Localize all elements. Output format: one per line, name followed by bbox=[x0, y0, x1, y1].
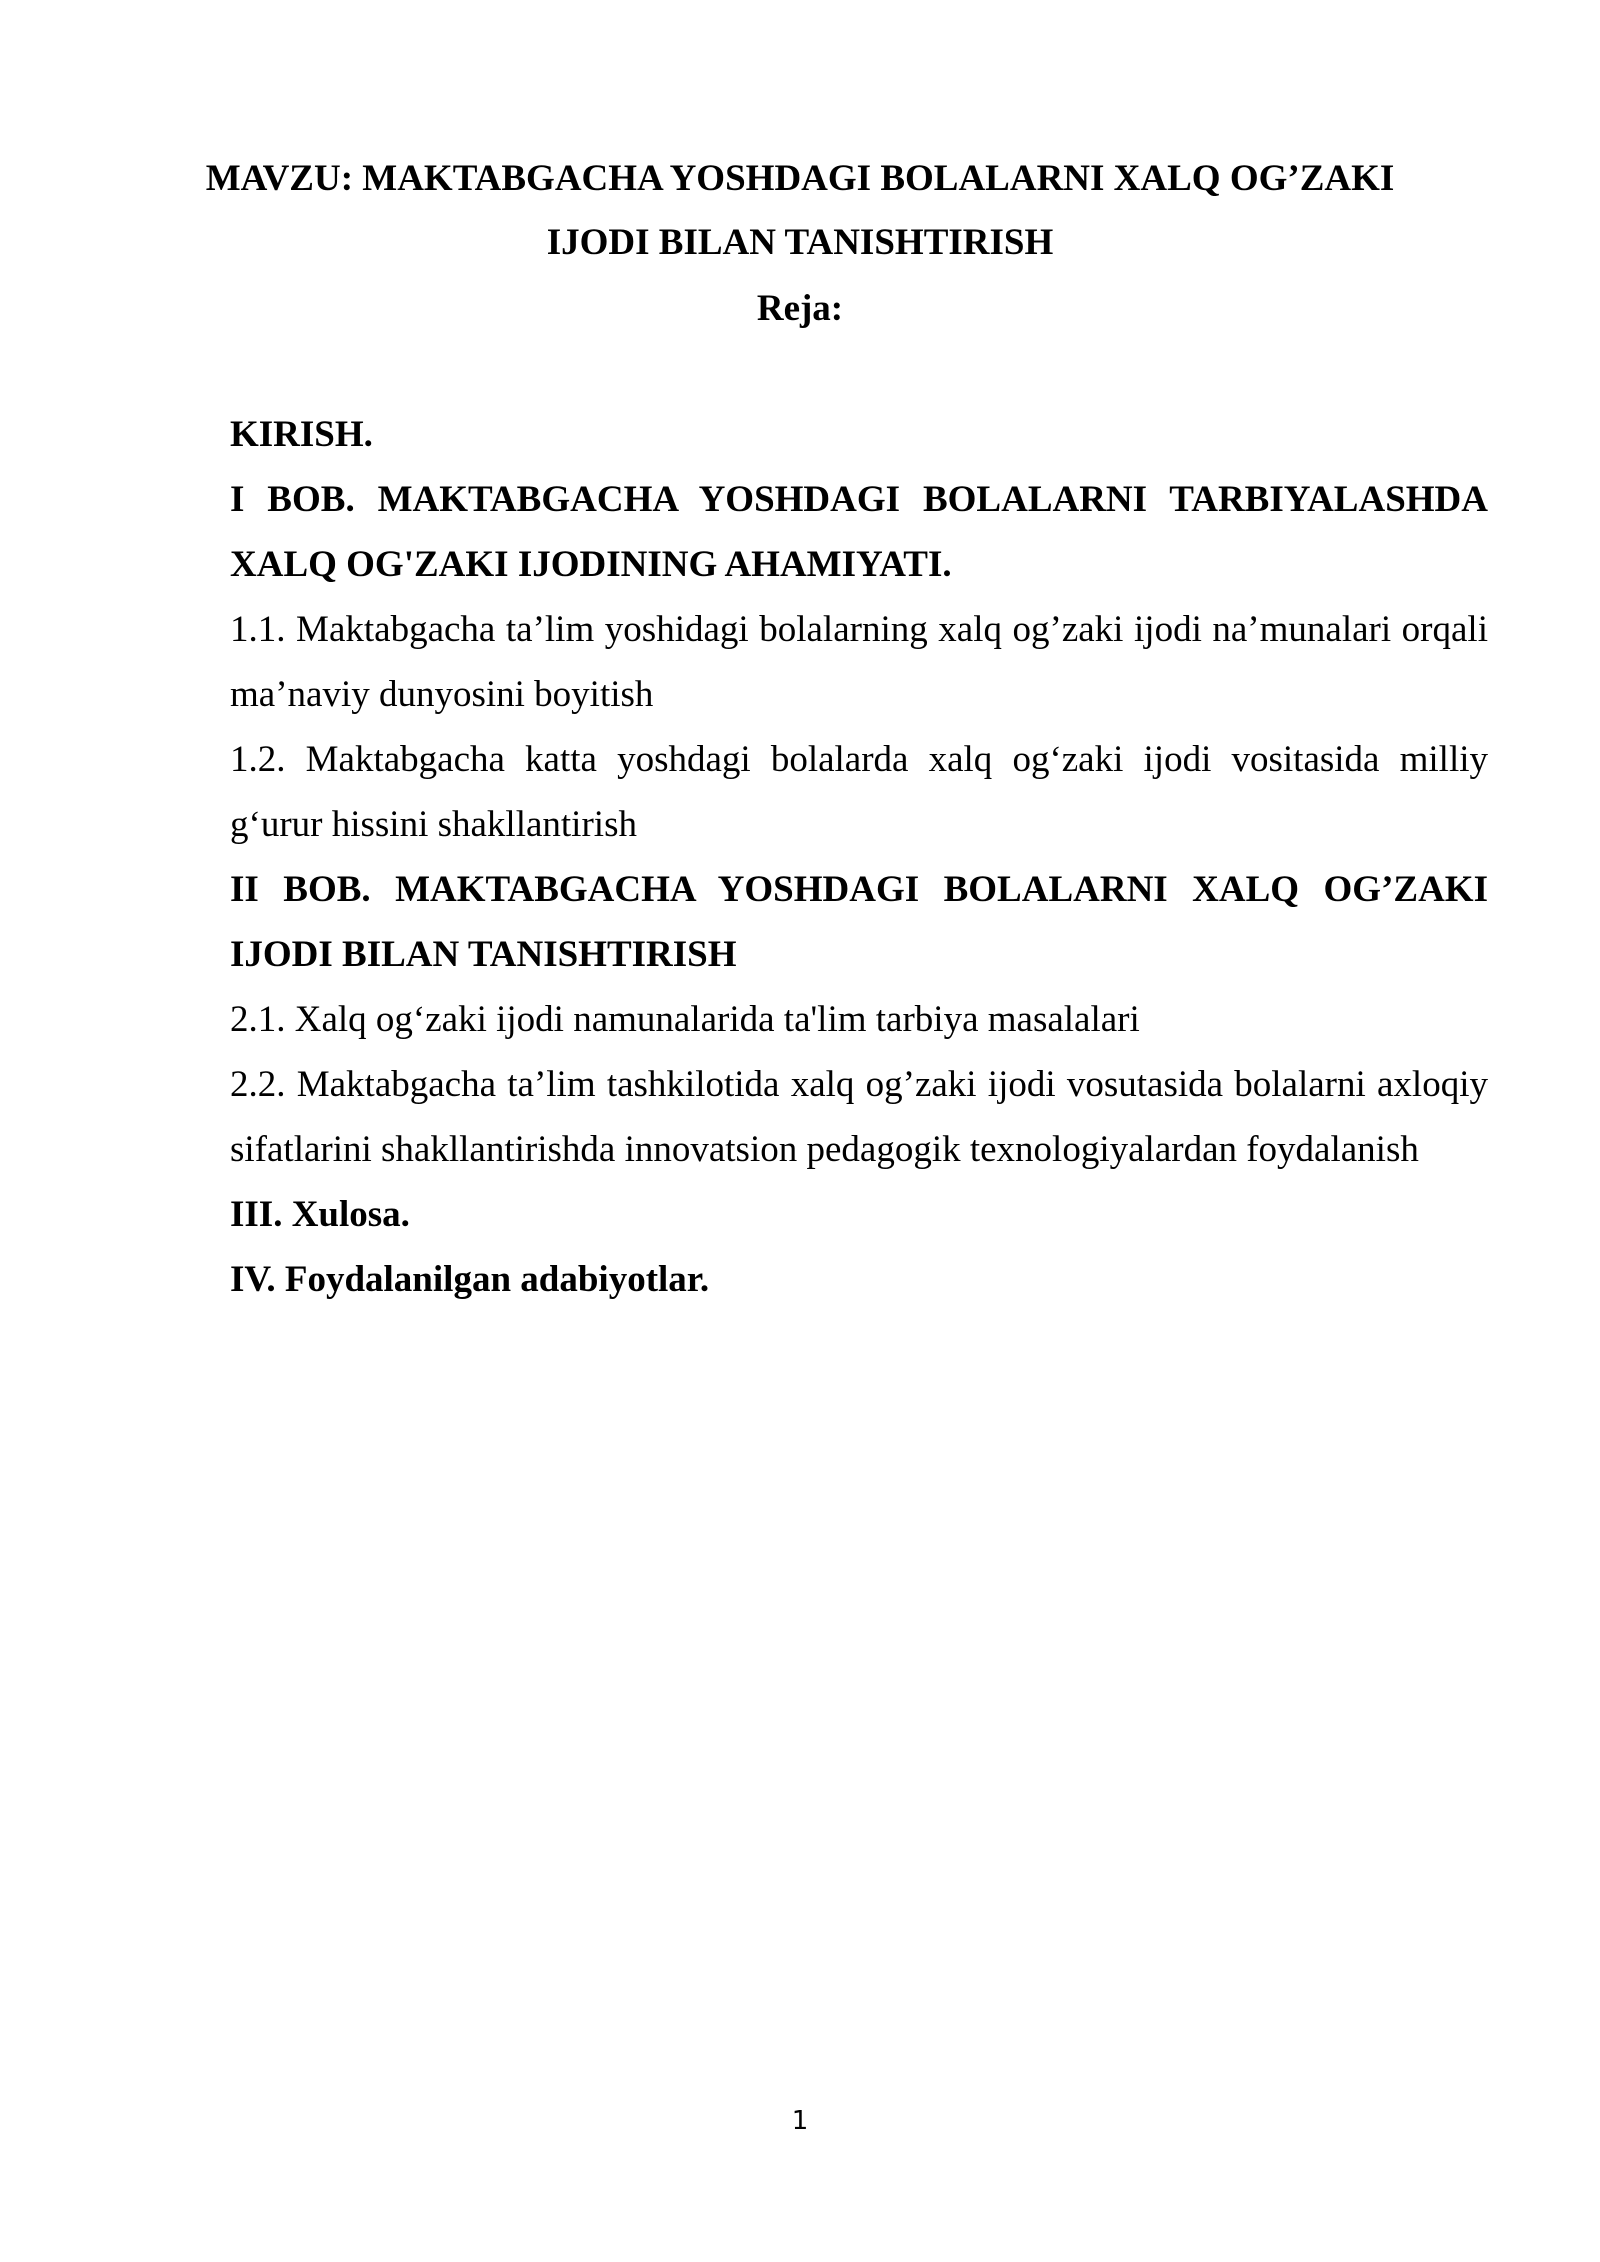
toc-entry-section-1-1: 1.1. Maktabgacha ta’lim yoshidagi bolalarning xalq og’zaki ijodi na’munalari orqali ma’naviy dunyosini boyitish bbox=[230, 609, 1488, 715]
toc-entry-section-2-1: 2.1. Xalq og‘zaki ijodi namunalarida ta'lim tarbiya masalalari bbox=[230, 999, 1140, 1040]
toc-entry-introduction: KIRISH. bbox=[230, 414, 373, 455]
toc-entry-section-1-2: 1.2. Maktabgacha katta yoshdagi bolalarda xalq og‘zaki ijodi vositasida milliy g‘urur hissini shakllantirish bbox=[230, 739, 1488, 845]
toc-entry-chapter-1: I BOB. MAKTABGACHA YOSHDAGI BOLALARNI TARBIYALASHDA XALQ OG'ZAKI IJODINING AHAMIYATI. bbox=[230, 479, 1488, 585]
title-line-1: MAVZU: MAKTABGACHA YOSHDAGI BOLALARNI XALQ OG’ZAKI bbox=[205, 158, 1395, 199]
toc-entry-references: IV. Foydalanilgan adabiyotlar. bbox=[230, 1259, 710, 1300]
plan-heading: Reja: bbox=[756, 288, 844, 329]
toc-entry-section-2-2: 2.2. Maktabgacha ta’lim tashkilotida xalq og’zaki ijodi vosutasida bolalarni axloqiy sifatlarini shakllantirishda innovatsion pedagogik texnologiyalardan foydalanish bbox=[230, 1064, 1488, 1170]
table-of-contents bbox=[230, 402, 1488, 1312]
toc-entry-chapter-2: II BOB. MAKTABGACHA YOSHDAGI BOLALARNI XALQ OG’ZAKI IJODI BILAN TANISHTIRISH bbox=[230, 869, 1488, 975]
page-number: 1 bbox=[791, 2106, 809, 2136]
title-line-2: IJODI BILAN TANISHTIRISH bbox=[546, 222, 1054, 263]
toc-entry-conclusion: III. Xulosa. bbox=[230, 1194, 410, 1235]
